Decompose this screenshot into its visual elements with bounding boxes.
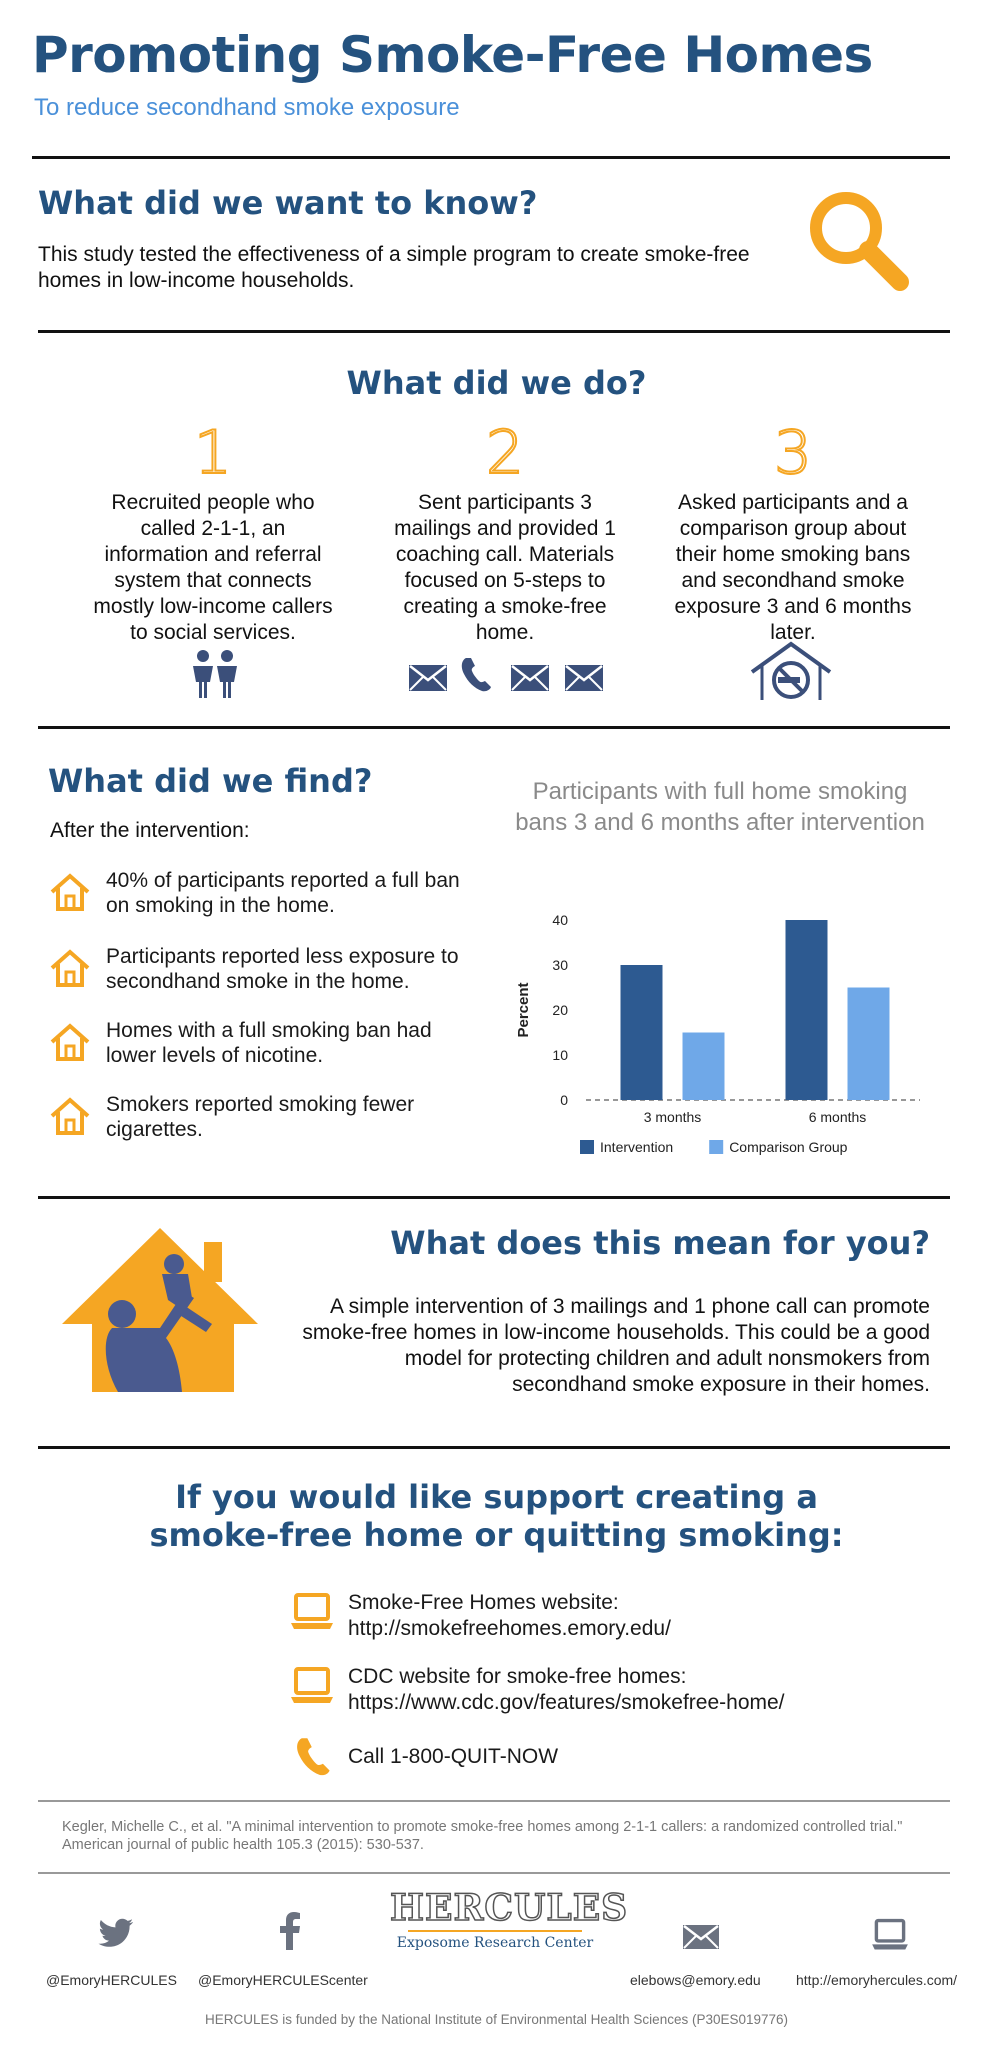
step-3: [668, 418, 918, 646]
x-tick-label: 3 months: [643, 1109, 702, 1125]
twitter-handle[interactable]: @EmoryHERCULES: [46, 1972, 177, 1988]
find-intro: After the intervention:: [50, 819, 250, 842]
logo-title: HERCULES: [390, 1887, 629, 1929]
x-tick-label: 6 months: [808, 1109, 867, 1125]
house-icon: [48, 1096, 92, 1136]
contact-email[interactable]: elebows@emory.edu: [630, 1972, 761, 1988]
meaning-text: A simple intervention of 3 mailings and 1 phone call can promote smoke-free homes in low-income households. This could be a good model for protecting children and adult nonsmokers from secondhand smoke exposure in their homes.: [302, 1295, 930, 1396]
phone-icon: [460, 656, 494, 692]
support-call-text[interactable]: Call 1-800-QUIT-NOW: [348, 1745, 559, 1768]
citation: Kegler, Michelle C., et al. "A minimal intervention to promote smoke-free homes among 2-1-1 callers: a randomized controlled trial." American journal of public health 105.3 (2015): 530-537.: [62, 1819, 903, 1853]
facebook-icon[interactable]: [278, 1912, 302, 1950]
support-link-label: CDC website for smoke-free homes:: [348, 1665, 687, 1688]
facebook-handle[interactable]: @EmoryHERCULEScenter: [198, 1972, 368, 1988]
divider: [38, 330, 950, 333]
bar-intervention-3-months: [621, 965, 663, 1100]
divider: [38, 1446, 950, 1449]
bar-comparison-group-3-months: [683, 1033, 725, 1101]
legend-label: Comparison Group: [729, 1139, 848, 1155]
bar-comparison-group-6-months: [848, 988, 890, 1101]
house-icon: [48, 872, 92, 912]
mail-icon: [408, 664, 448, 692]
no-smoking-home-icon: [748, 640, 834, 702]
section-heading-what-did-we-do: What did we do?: [346, 364, 647, 402]
page-subtitle: To reduce secondhand smoke exposure: [34, 94, 460, 121]
y-tick-label: 0: [560, 1092, 568, 1108]
laptop-icon: [290, 1666, 334, 1706]
bar-chart: [500, 890, 940, 1170]
section-heading-what-does-this-mean: What does this mean for you?: [390, 1224, 930, 1262]
phone-icon: [294, 1736, 334, 1776]
finding-text: Homes with a full smoking ban had lower levels of nicotine.: [106, 1019, 432, 1067]
finding-text: Participants reported less exposure to secondhand smoke in the home.: [106, 945, 459, 993]
finding-item: [48, 1018, 468, 1078]
step-number: 2: [485, 418, 525, 488]
step-text: Asked participants and a comparison group about their home smoking bans and secondhand smoke exposure 3 and 6 months later.: [674, 491, 912, 644]
y-tick-label: 10: [552, 1047, 568, 1063]
finding-item: [48, 1092, 468, 1152]
laptop-icon: [290, 1592, 334, 1632]
support-call-quitline[interactable]: [290, 1736, 890, 1778]
section-heading-what-did-we-find: What did we find?: [48, 762, 373, 800]
y-axis-label: Percent: [515, 982, 532, 1038]
finding-text: Smokers reported smoking fewer cigarettes.: [106, 1093, 415, 1141]
support-link-label: Smoke-Free Homes website:: [348, 1591, 619, 1614]
people-icon: [185, 648, 245, 700]
contact-website[interactable]: http://emoryhercules.com/: [796, 1972, 958, 1988]
support-link-smokefreehomes[interactable]: [290, 1590, 890, 1646]
finding-item: [48, 944, 468, 1004]
divider: [32, 156, 950, 159]
legend-swatch: [580, 1140, 594, 1154]
support-heading-line-1: If you would like support creating a: [175, 1478, 818, 1516]
home-parent-child-icon: [62, 1228, 258, 1392]
magnifying-glass-icon: [804, 186, 914, 296]
support-link-url[interactable]: https://www.cdc.gov/features/smokefree-home/: [348, 1691, 785, 1714]
finding-item: [48, 868, 468, 928]
y-tick-label: 40: [552, 912, 568, 928]
step-text: Sent participants 3 mailings and provided 1 coaching call. Materials focused on 5-steps to creating a smoke-free home.: [394, 491, 616, 644]
finding-text: 40% of participants reported a full ban on smoking in the home.: [106, 869, 460, 917]
support-link-url[interactable]: http://smokefreehomes.emory.edu/: [348, 1617, 671, 1640]
legend-swatch: [709, 1140, 723, 1154]
legend-label: Intervention: [600, 1139, 674, 1155]
email-icon[interactable]: [682, 1924, 720, 1950]
bar-intervention-6-months: [786, 920, 828, 1100]
divider: [38, 726, 950, 729]
step-2: [380, 418, 630, 646]
logo-subtitle: Exposome Research Center: [396, 1935, 594, 1951]
twitter-icon[interactable]: [98, 1918, 134, 1948]
step-number: 1: [193, 418, 233, 488]
step-1: [88, 418, 338, 646]
y-tick-label: 20: [552, 1002, 568, 1018]
logo-divider: [408, 1930, 582, 1932]
step-number: 3: [773, 418, 813, 488]
page-title: Promoting Smoke-Free Homes: [32, 26, 873, 84]
chart-title: Participants with full home smoking bans 3 and 6 months after intervention: [515, 778, 925, 836]
mail-icon: [564, 664, 604, 692]
divider: [38, 1800, 950, 1802]
funding-note: HERCULES is funded by the National Institute of Environmental Health Sciences (P30ES019776): [204, 2012, 789, 2027]
laptop-icon[interactable]: [870, 1918, 910, 1952]
want-to-know-text: This study tested the effectiveness of a simple program to create smoke-free homes in low-income households.: [38, 243, 750, 292]
support-heading-line-2: smoke-free home or quitting smoking:: [149, 1516, 844, 1554]
house-icon: [48, 948, 92, 988]
step-text: Recruited people who called 2-1-1, an information and referral system that connects mostly low-income callers to social services.: [93, 491, 333, 644]
section-heading-want-to-know: What did we want to know?: [38, 184, 538, 222]
house-icon: [48, 1022, 92, 1062]
y-tick-label: 30: [552, 957, 568, 973]
mail-icon: [510, 664, 550, 692]
hercules-logo: [390, 1887, 629, 1951]
support-link-cdc[interactable]: [290, 1664, 890, 1720]
divider: [38, 1196, 950, 1199]
divider: [38, 1872, 950, 1874]
